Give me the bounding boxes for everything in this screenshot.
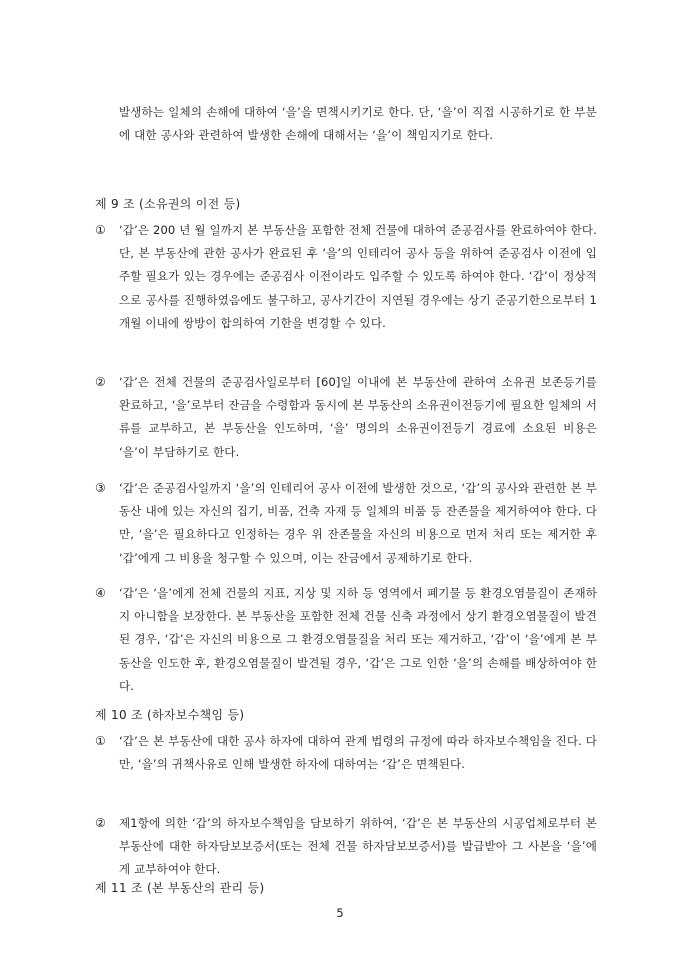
continuation-paragraph: 발생하는 일체의 손해에 대하여 ‘을’을 면책시키기로 한다. 단, ‘을’이 직접 시공하기로 한 부분에 대한 공사와 관련하여 발생한 손해에 대해서는 ‘을’이 책임지기로 한다. [119,105,597,142]
article-9-clause-2 [95,371,597,464]
article-9-clause-4 [95,582,597,698]
clause-text: 제1항에 의한 ‘갑’의 하자보수책임을 담보하기 위하여, ‘갑’은 본 부동산의 시공업체로부터 본 부동산에 대한 하자담보보증서(또는 전체 건물 하자담보보증서)를 발급받아 그 사본을 ‘을’에게 교부하여야 한다. [119,816,597,877]
clause-text: ‘갑’은 준공검사일까지 ‘을’의 인테리어 공사 이전에 발생한 것으로, ‘갑’의 공사와 관련한 본 부동산 내에 있는 자신의 집기, 비품, 건축 자재 등 일체의 비품 등 잔존물을 제거하여야 한다. 다만, ‘을’은 필요하다고 인정하는 경우 위 잔존물을 자신의 비용으로 먼저 처리 또는 제거한 후 ‘갑’에게 그 비용을 청구할 수 있으며, 이는 잔금에서 공제하기로 한다. [119,481,597,565]
clause-text: ‘갑’은 200 년 월 일까지 본 부동산을 포함한 전체 건물에 대하여 준공검사를 완료하여야 한다. 단, 본 부동산에 관한 공사가 완료된 후 ‘을’의 인테리어 공사 등을 위하여 준공검사 이전에 입주할 필요가 있는 경우에는 준공검사 이전이라도 입주할 수 있도록 하여야 한다. ‘갑’이 정상적으로 공사를 진행하였음에도 불구하고, 공사기간이 지연될 경우에는 상기 준공기한으로부터 1개월 이내에 쌍방이 합의하여 기한을 변경할 수 있다. [119,223,597,330]
article-10-heading: 제 10 조 (하자보수책임 등) [95,708,245,722]
article-10-clause-2 [95,812,597,882]
clause-number: ① [95,734,106,748]
clause-text: ‘갑’은 본 부동산에 대한 공사 하자에 대하여 관계 법령의 규정에 따라 하자보수책임을 진다. 다만, ‘을’의 귀책사유로 인해 발생한 하자에 대하여는 ‘갑’은 면책된다. [119,734,597,772]
clause-text: ‘갑’은 ‘을’에게 전체 건물의 지표, 지상 및 지하 등 영역에서 폐기물 등 환경오염물질이 존재하지 아니함을 보장한다. 본 부동산을 포함한 전체 건물 신축 과정에서 상기 환경오염물질이 발견된 경우, ‘갑’은 자신의 비용으로 그 환경오염물질을 처리 또는 제거하고, ‘갑’이 ‘을’에게 본 부동산을 인도한 후, 환경오염물질이 발견될 경우, ‘갑’은 그로 인한 ‘을’의 손해를 배상하여야 한다. [119,586,597,693]
article-9-heading: 제 9 조 (소유권의 이전 등) [95,197,241,211]
article-9-clause-1 [95,219,597,335]
clause-text: ‘갑’은 전체 건물의 준공검사일로부터 [60]일 이내에 본 부동산에 관하여 소유권 보존등기를 완료하고, ‘을’로부터 잔금을 수령함과 동시에 본 부동산의 소유권이전등기에 필요한 일체의 서류를 교부하고, 본 부동산을 인도하며, ‘을’ 명의의 소유권이전등기 경료에 소요된 비용은 ‘을’이 부담하기로 한다. [119,375,597,459]
article-11-heading: 제 11 조 (본 부동산의 관리 등) [95,881,265,895]
article-10-clause-1 [95,730,597,776]
clause-number: ③ [95,481,106,495]
article-9-clause-3 [95,477,597,570]
page-number: 5 [336,906,344,920]
clause-number: ② [95,375,106,389]
clause-number: ④ [95,586,106,600]
clause-number: ② [95,816,106,830]
clause-number: ① [95,223,106,237]
